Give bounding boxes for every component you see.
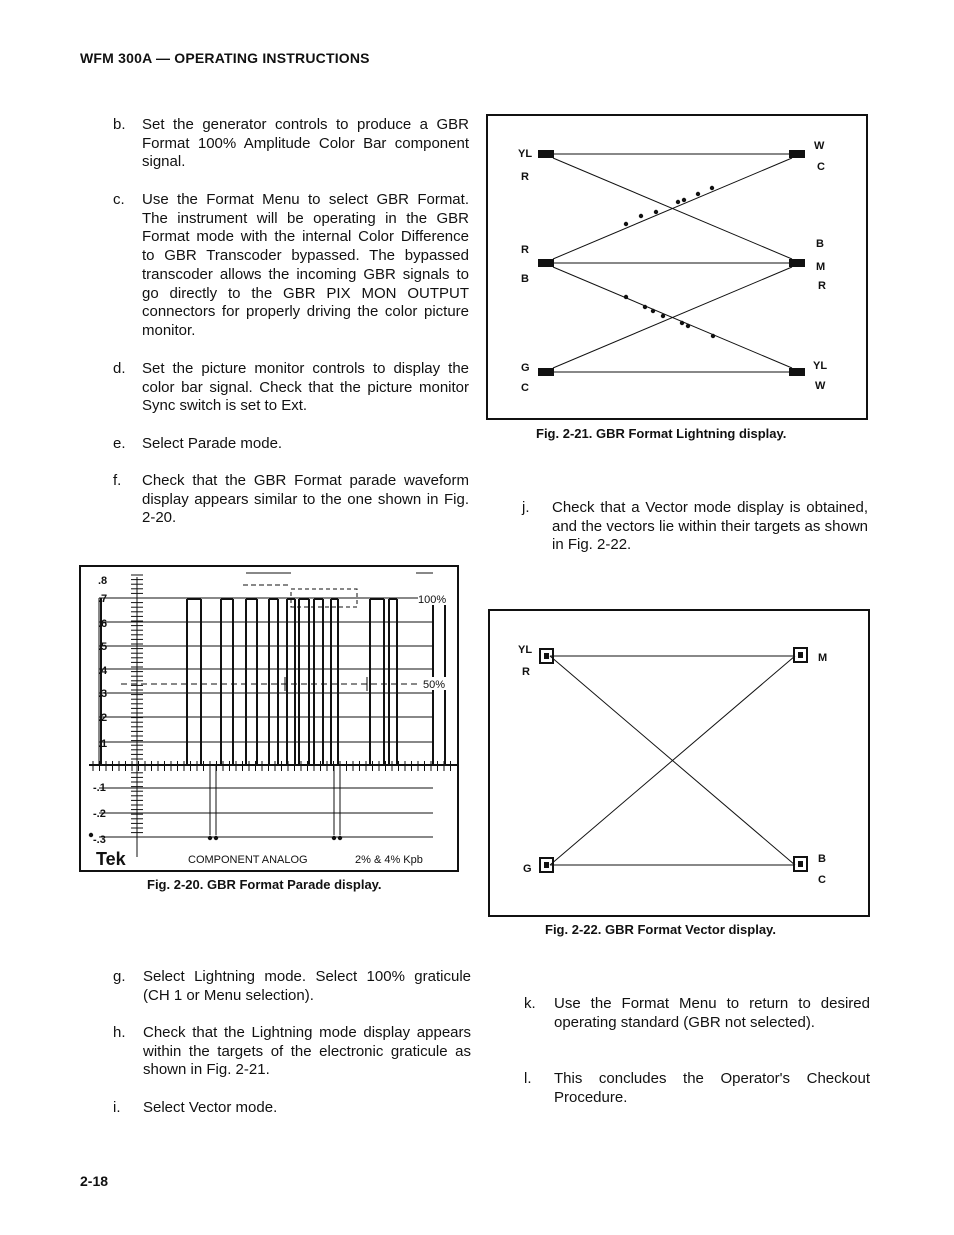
scale-label: -.2 — [93, 808, 106, 820]
step-letter: j. — [522, 499, 530, 516]
vector-label-c: C — [818, 874, 826, 886]
vector-label-yl: YL — [518, 644, 533, 656]
fig21-caption: Fig. 2-21. GBR Format Lightning display. — [536, 426, 787, 441]
label-w-top: W — [814, 140, 825, 152]
scale-label: .3 — [98, 688, 108, 700]
scale-label: .6 — [98, 618, 108, 630]
step-text: Check that the Lightning mode display appears within the targets of the electronic graticule as shown in Fig. 2-21. — [143, 1024, 471, 1079]
scale-label: .5 — [98, 641, 108, 653]
scale-label: -.3 — [93, 834, 106, 846]
step-text: Select Parade mode. — [142, 435, 283, 452]
label-yl-bot: YL — [813, 360, 828, 372]
step-text: Select Lightning mode. Select 100% graticule (CH 1 or Menu selection). — [143, 968, 471, 1004]
label-b-mid: B — [521, 273, 529, 285]
label-m-right: M — [816, 261, 826, 273]
vector-label-r: R — [522, 666, 530, 678]
label-b-right: B — [816, 238, 824, 250]
fig22-caption: Fig. 2-22. GBR Format Vector display. — [545, 922, 776, 937]
kpb-label: 2% & 4% Kpb — [355, 854, 423, 866]
scale-label: .8 — [98, 575, 108, 587]
parade-display-figure — [79, 565, 459, 872]
label-g-bot: G — [521, 362, 530, 374]
step-text: This concludes the Operator's Checkout Procedure. — [554, 1070, 870, 1106]
step-letter: g. — [113, 968, 126, 985]
label-r-mid: R — [521, 244, 529, 256]
lightning-display-figure — [486, 114, 868, 420]
step-letter: b. — [113, 116, 126, 133]
vector-display-graphic — [490, 611, 868, 915]
label-r-top: R — [521, 171, 529, 183]
page-header: WFM 300A — OPERATING INSTRUCTIONS — [80, 50, 370, 66]
step-text: Set the picture monitor controls to display the color bar signal. Check that the picture monitor Sync switch is set to Ext. — [142, 360, 469, 415]
step-text: Use the Format Menu to return to desired operating standard (GBR not selected). — [554, 995, 870, 1031]
step-letter: c. — [113, 191, 125, 208]
vector-label-b: B — [818, 853, 826, 865]
step-letter: e. — [113, 435, 126, 452]
mode-label: COMPONENT ANALOG — [188, 854, 308, 866]
fig20-caption: Fig. 2-20. GBR Format Parade display. — [147, 877, 382, 892]
vector-display-figure — [488, 609, 870, 917]
step-letter: i. — [113, 1099, 121, 1116]
scale-label: .1 — [98, 738, 108, 750]
step-text: Set the generator controls to produce a GBR Format 100% Amplitude Color Bar component signal. — [142, 116, 469, 171]
lightning-display-graphic — [488, 116, 866, 418]
label-r-right: R — [818, 280, 826, 292]
vector-label-m: M — [818, 652, 828, 664]
scale-label: -.1 — [93, 782, 106, 794]
tek-brand: Tek — [96, 849, 126, 869]
step-letter: k. — [524, 995, 536, 1012]
scale-label: .7 — [98, 593, 108, 605]
step-letter: f. — [113, 472, 122, 489]
scale-label: .2 — [98, 712, 108, 724]
parade-display-graphic — [81, 567, 457, 870]
step-letter: l. — [524, 1070, 532, 1087]
step-text: Check that a Vector mode display is obtained, and the vectors lie within their targets as shown in Fig. 2-22. — [552, 499, 868, 554]
step-letter: h. — [113, 1024, 126, 1041]
label-c-top: C — [817, 161, 825, 173]
step-letter: d. — [113, 360, 126, 377]
label-50-percent: 50% — [423, 679, 446, 691]
label-c-bot: C — [521, 382, 529, 394]
step-text: Select Vector mode. — [143, 1099, 278, 1116]
vector-label-g: G — [523, 863, 532, 875]
scale-label: .4 — [98, 665, 108, 677]
label-yl-top: YL — [518, 148, 533, 160]
label-w-bot: W — [815, 380, 826, 392]
step-text: Use the Format Menu to select GBR Format. The instrument will be operating in the GBR Format mode with the internal Color Difference to GBR Transcoder bypassed. The bypassed transcoder allows the incoming GBR signals to go directly to the GBR PIX MON OUTPUT connectors for properly driving the color picture monitor. — [142, 191, 469, 339]
step-text: Check that the GBR Format parade waveform display appears similar to the one shown in Fig. 2-20. — [142, 472, 469, 527]
page-number: 2-18 — [80, 1173, 109, 1189]
label-100-percent: 100% — [418, 594, 447, 606]
